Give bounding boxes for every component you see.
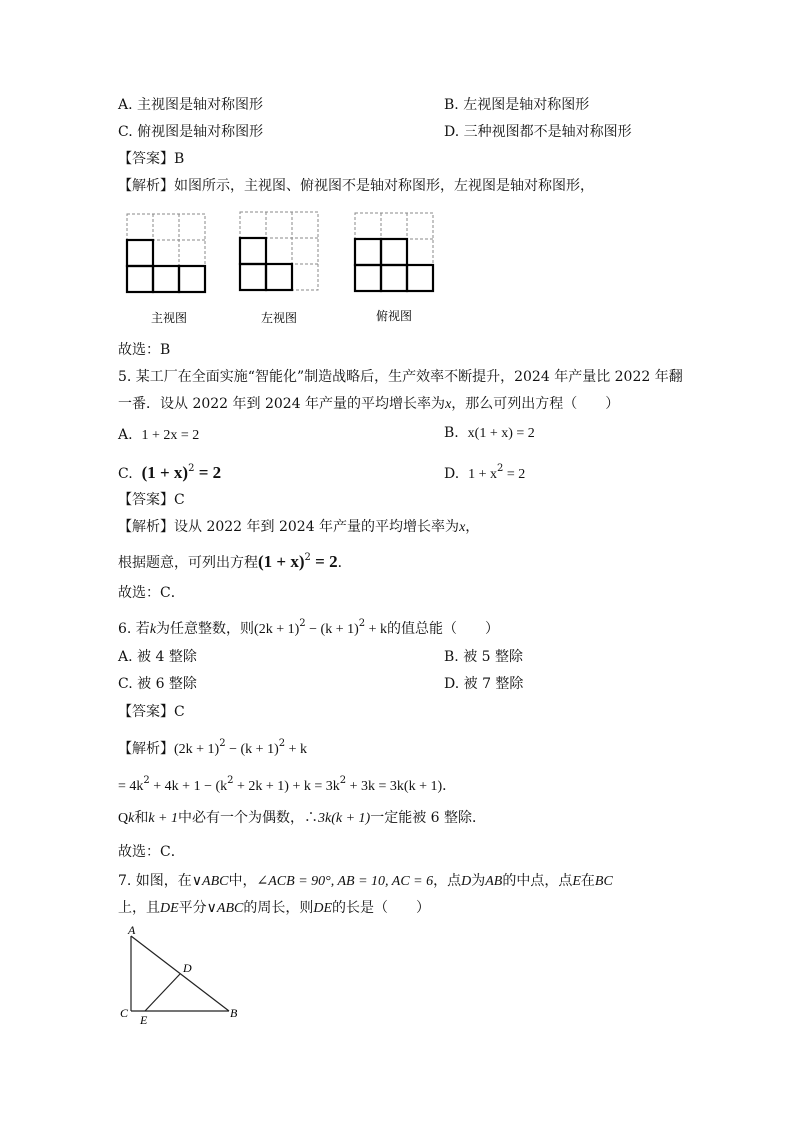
q7-stem-line2: 上，且DE平分∨ABC的周长，则DE的长是（ ） — [118, 900, 431, 916]
point-a-label: A — [128, 923, 136, 937]
q7-stem-line1: 7. 如图，在∨ABC中，∠ACB = 90°, AB = 10, AC = 6，点D为AB的中点，点E在BC — [118, 873, 613, 889]
q6-analysis-step2: = $4k^2 + 4k + 1 - (k^2 + 2k + 1) + k = 3k^2 + 3k = 3k(k + 1)$． — [118, 775, 457, 794]
three-views-figure — [118, 205, 458, 335]
q4-answer: 【答案】B — [118, 151, 185, 167]
q6-stem: 6. 若k为任意整数，则$(2k + 1)^2 - (k + 1)^2 + k$的值总能（ ） — [118, 618, 500, 637]
triangle-figure — [110, 920, 260, 1030]
q6-option-c: C. 被 6 整除 — [118, 676, 197, 692]
q5-analysis: 【解析】设从 2022 年到 2024 年产量的平均增长率为x， — [118, 519, 480, 535]
q6-analysis-step1: 【解析】$(2k + 1)^2 - (k + 1)^2 + k$ — [118, 738, 308, 757]
q4-option-b: B. 左视图是轴对称图形 — [444, 97, 590, 113]
q5-answer: 【答案】C — [118, 492, 185, 508]
q5-option-d: D. $1 + x^2 = 2$ — [444, 463, 526, 482]
point-c-label: C — [120, 1006, 129, 1020]
front-view-label: 主视图 — [151, 311, 188, 325]
side-ab — [131, 936, 229, 1011]
top-view — [355, 213, 433, 291]
q6-answer: 【答案】C — [118, 704, 185, 720]
q6-option-b: B. 被 5 整除 — [444, 649, 523, 665]
q4-choose: 故选：B — [118, 342, 171, 358]
front-view — [127, 214, 205, 292]
q4-option-c: C. 俯视图是轴对称图形 — [118, 124, 264, 140]
q6-reason: Qk和k + 1中必有一个为偶数，∴3k(k + 1)一定能被 6 整除． — [118, 810, 487, 826]
q6-choose: 故选：C． — [118, 844, 185, 860]
segment-de — [145, 974, 180, 1011]
top-view-label: 俯视图 — [376, 309, 413, 323]
left-view — [240, 212, 318, 290]
q5-stem-line2: 一番．设从 2022 年到 2024 年产量的平均增长率为x，那么可列出方程（ ） — [118, 396, 620, 412]
q4-analysis: 【解析】如图所示，主视图、俯视图不是轴对称图形，左视图是轴对称图形， — [118, 178, 594, 194]
q5-option-c: C. $(1 + x)^2 = 2$ — [118, 463, 222, 482]
q5-stem-line1: 5. 某工厂在全面实施“智能化”制造战略后，生产效率不断提升，2024 年产量比 2022 年翻 — [118, 369, 683, 385]
q5-choose: 故选：C． — [118, 585, 185, 601]
point-d-label: D — [183, 961, 192, 975]
q4-option-d: D. 三种视图都不是轴对称图形 — [444, 124, 632, 140]
q6-option-d: D. 被 7 整除 — [444, 676, 524, 692]
q6-option-a: A. 被 4 整除 — [118, 649, 197, 665]
q5-option-a: A. 1 + 2x = 2 — [118, 427, 200, 443]
point-e-label: E — [140, 1013, 148, 1027]
q4-option-a: A. 主视图是轴对称图形 — [118, 97, 264, 113]
point-b-label: B — [230, 1006, 238, 1020]
q5-option-b: B. x(1 + x) = 2 — [444, 425, 535, 441]
left-view-label: 左视图 — [261, 311, 298, 325]
q5-analysis-line2: 根据题意，可列出方程$(1 + x)^2 = 2$． — [118, 552, 352, 571]
